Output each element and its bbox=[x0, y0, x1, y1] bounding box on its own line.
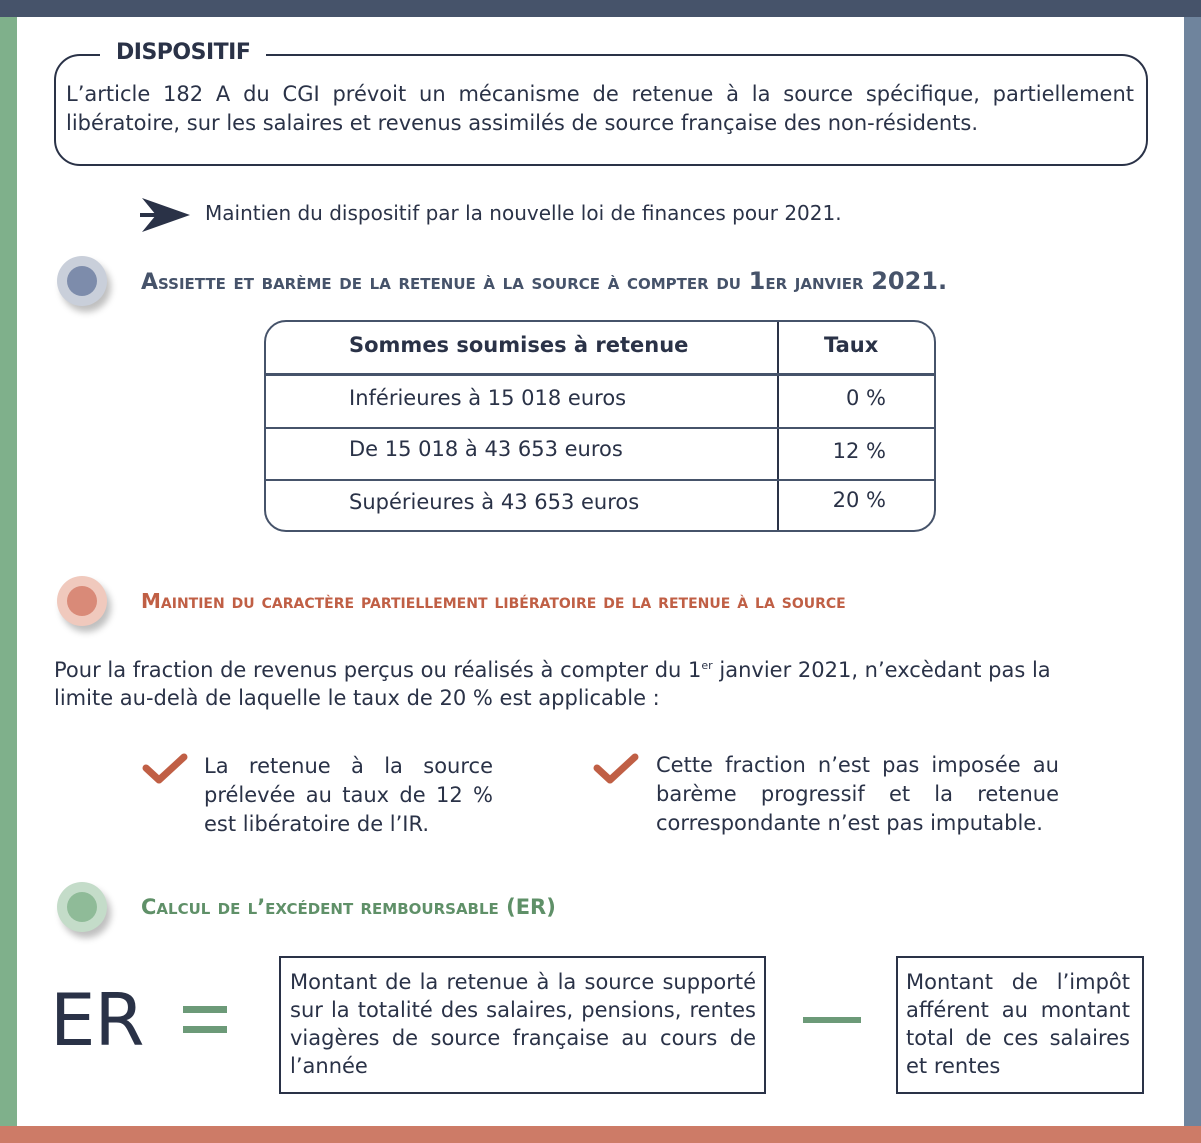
frame-bottom-bar bbox=[0, 1126, 1201, 1143]
section2-title: Maintien du caractère partiellement libératoire de la retenue à la source bbox=[141, 589, 846, 613]
arrow-right-icon bbox=[140, 196, 192, 234]
dispositif-title: DISPOSITIF bbox=[100, 40, 266, 65]
intro-paragraph bbox=[54, 652, 1094, 712]
frame-left-bar bbox=[0, 17, 17, 1126]
section2-bullet-icon bbox=[57, 576, 107, 626]
check-item-text: Cette fraction n’est pas imposée au barème progressif et la retenue correspondante n’est pas imputable. bbox=[656, 753, 1059, 835]
section1-title-part: 1 bbox=[748, 267, 766, 295]
section1-title-part: 2021. bbox=[871, 267, 948, 295]
checkmark-icon bbox=[593, 752, 639, 786]
table-header-row bbox=[266, 322, 934, 374]
section3-bullet-icon bbox=[57, 882, 107, 932]
formula-box-impot: Montant de l’impôt afférent au montant total de ces salaires et rentes bbox=[896, 956, 1144, 1094]
section1-title-part: er janvier bbox=[765, 270, 872, 295]
equals-sign-top bbox=[183, 1006, 227, 1013]
table-cell-rate: 0 % bbox=[846, 386, 886, 410]
table-cell-range: Inférieures à 15 018 euros bbox=[349, 386, 627, 410]
frame-top-bar bbox=[0, 0, 1201, 17]
dispositif-text-line1: L’article 182 A du CGI prévoit un mécanisme de retenue à la source spécifique, partiellement bbox=[66, 82, 1134, 106]
paragraph-part: Pour la fraction de revenus perçus ou réalisés à compter du 1 bbox=[54, 658, 702, 682]
formula-box-retenue: Montant de la retenue à la source supporté sur la totalité des salaires, pensions, rentes viagères de source française au cours de l’année bbox=[279, 956, 766, 1094]
arrow-note-text: Maintien du dispositif par la nouvelle loi de finances pour 2021. bbox=[205, 201, 842, 225]
equals-sign-bottom bbox=[183, 1026, 227, 1033]
minus-sign bbox=[803, 1017, 861, 1023]
frame-right-bar bbox=[1184, 17, 1201, 1126]
table-row bbox=[266, 376, 934, 428]
table-row bbox=[266, 428, 934, 480]
er-label: ER bbox=[50, 978, 144, 1062]
rate-table bbox=[264, 320, 936, 532]
checkmark-icon bbox=[142, 752, 188, 786]
paragraph-superscript: er bbox=[701, 659, 713, 672]
paragraph-part: janvier 2021, n’excèdant pas la limite au-delà de laquelle le taux de 20 % est applicable : bbox=[54, 658, 1051, 710]
dispositif-text bbox=[66, 80, 1134, 138]
table-cell-rate: 12 % bbox=[832, 439, 886, 463]
table-header-right: Taux bbox=[824, 333, 879, 357]
section3-title: Calcul de l’excédent remboursable (ER) bbox=[141, 895, 556, 919]
check-item-text: La retenue à la source prélevée au taux de 12 % est libératoire de l’IR. bbox=[204, 754, 493, 836]
table-header-left: Sommes soumises à retenue bbox=[349, 333, 689, 357]
section1-title bbox=[141, 267, 947, 295]
table-cell-rate: 20 % bbox=[832, 488, 886, 512]
table-cell-range: De 15 018 à 43 653 euros bbox=[349, 437, 623, 461]
table-row bbox=[266, 480, 934, 532]
table-cell-range: Supérieures à 43 653 euros bbox=[349, 490, 640, 514]
dispositif-text-line2: libératoire, sur les salaires et revenus assimilés de source française des non-résidents. bbox=[66, 111, 979, 135]
section1-bullet-icon bbox=[57, 256, 107, 306]
section1-title-part: Assiette et barème de la retenue à la source à compter du bbox=[141, 270, 749, 295]
